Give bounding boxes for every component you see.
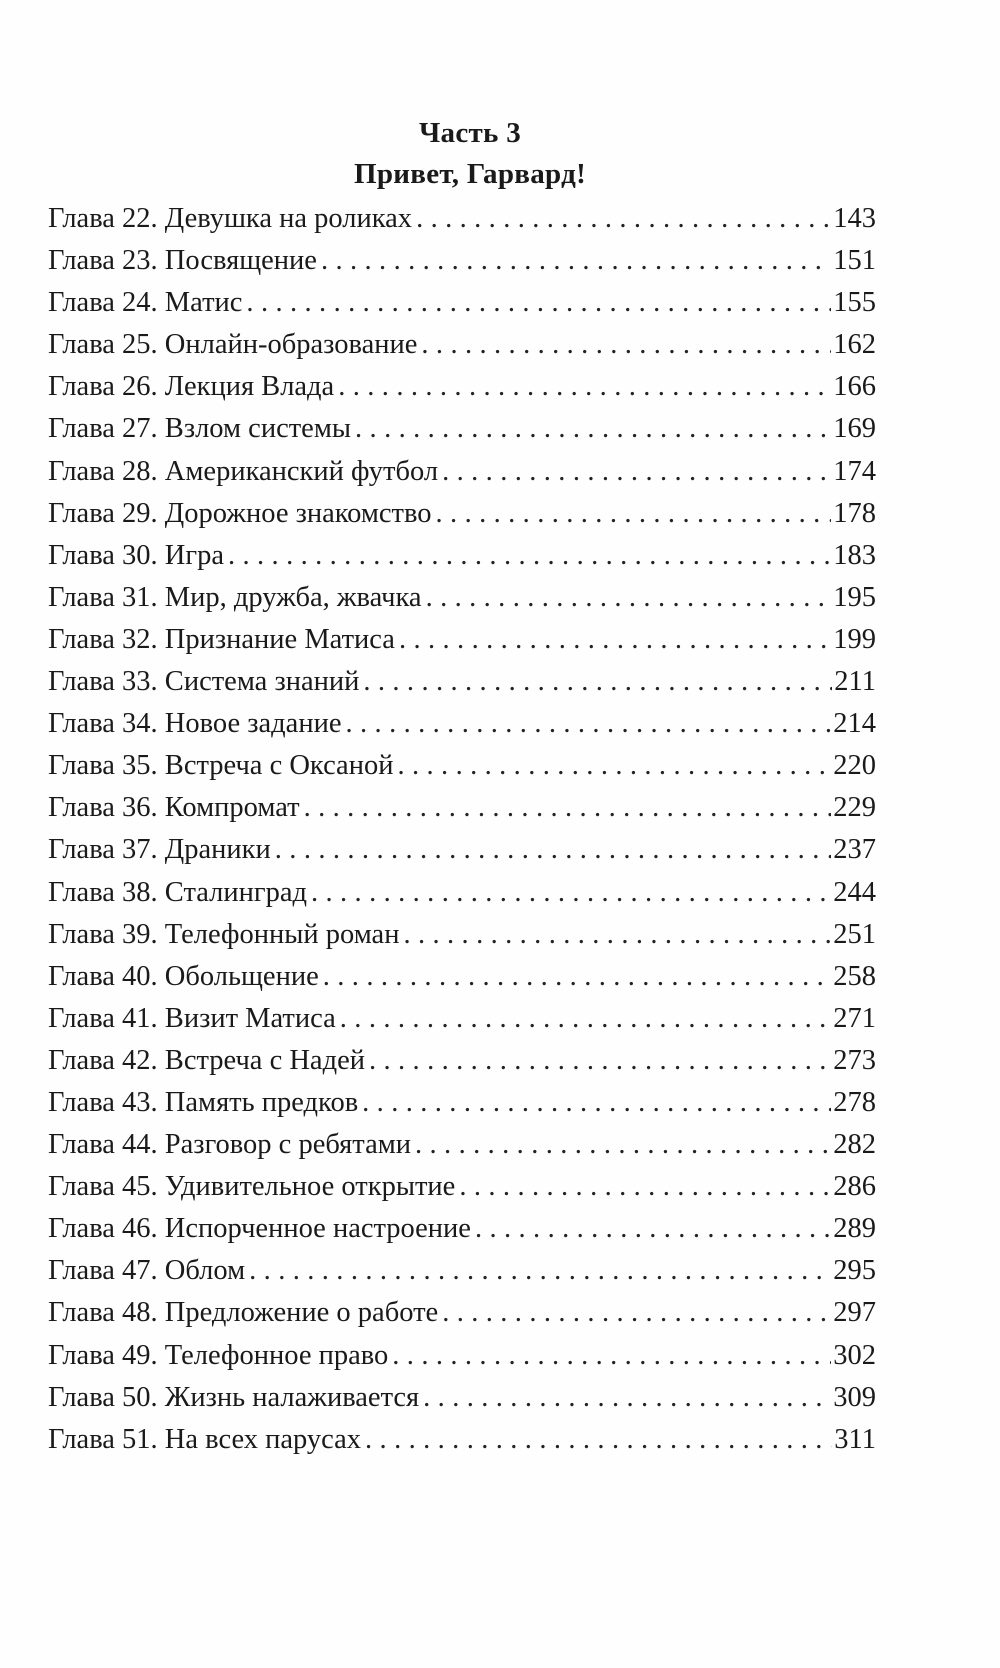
toc-entry [48,198,876,240]
table-of-contents [48,198,876,1461]
toc-entry-label: Глава 33. Система знаний [48,666,360,698]
toc-entry-page-number: 297 [833,1297,876,1329]
dot-leader [346,703,832,745]
toc-entry-label: Глава 37. Драники [48,834,271,866]
dot-leader [355,408,831,450]
dot-leader [363,661,832,703]
toc-entry-page-number: 155 [833,287,876,319]
toc-entry-page-number: 199 [833,623,876,655]
toc-entry [48,1208,876,1250]
toc-entry-label: Глава 29. Дорожное знакомство [48,497,432,529]
toc-entry-page-number: 162 [833,329,876,361]
toc-entry-label: Глава 26. Лекция Влада [48,371,335,403]
toc-entry-page-number: 151 [833,245,876,277]
dot-leader [475,1208,831,1250]
part-number: Часть 3 [418,117,522,149]
toc-entry-page-number: 143 [833,203,876,234]
toc-entry [48,1292,876,1334]
toc-entry [48,1124,876,1166]
toc-entry [48,1166,876,1208]
toc-entry-label: Глава 34. Новое задание [48,708,342,740]
dot-leader [403,914,831,956]
toc-entry [48,619,876,661]
toc-entry [48,956,876,998]
dot-leader [421,324,831,366]
toc-entry-page-number: 258 [833,960,876,992]
toc-entry-page-number: 214 [833,708,876,740]
toc-entry-label: Глава 51. На всех парусах [48,1423,362,1455]
dot-leader [311,872,831,914]
toc-entry-label: Глава 36. Компромат [48,792,300,824]
toc-entry-page-number: 220 [833,750,876,782]
dot-leader [442,451,831,493]
toc-entry-label: Глава 32. Признание Матиса [48,623,395,655]
dot-leader [423,1377,831,1419]
toc-entry-label: Глава 28. Американский футбол [48,455,439,487]
toc-entry [48,324,876,366]
toc-entry-label: Глава 38. Сталинград [48,876,307,908]
toc-entry-page-number: 273 [833,1044,876,1076]
dot-leader [426,577,832,619]
toc-entry-page-number: 211 [834,666,876,698]
dot-leader [246,282,831,324]
dot-leader [338,366,831,408]
toc-entry-label: Глава 46. Испорченное настроение [48,1213,471,1245]
toc-entry [48,1377,876,1419]
toc-entry-page-number: 251 [833,918,876,950]
toc-entry-label: Глава 24. Матис [48,287,243,319]
toc-entry [48,1250,876,1292]
toc-entry-page-number: 229 [833,792,876,824]
toc-entry [48,829,876,871]
dot-leader [362,1082,831,1124]
toc-entry-page-number: 183 [833,539,876,571]
toc-entry-label: Глава 48. Предложение о работе [48,1297,439,1329]
toc-entry [48,1082,876,1124]
dot-leader [323,956,832,998]
toc-entry-label: Глава 47. Облом [48,1255,246,1287]
toc-entry-label: Глава 43. Память предков [48,1086,359,1118]
toc-entry-label: Глава 49. Телефонное право [48,1339,389,1371]
dot-leader [459,1166,831,1208]
toc-entry-page-number: 311 [834,1423,876,1455]
toc-entry-page-number: 286 [833,1171,876,1203]
toc-entry-label: Глава 39. Телефонный роман [48,918,400,950]
toc-entry-label: Глава 40. Обольщение [48,960,319,992]
toc-entry-page-number: 237 [833,834,876,866]
toc-entry [48,282,876,324]
toc-entry [48,1040,876,1082]
toc-entry [48,408,876,450]
toc-entry [48,451,876,493]
dot-leader [275,829,831,871]
dot-leader [304,787,832,829]
toc-entry-label: Глава 30. Игра [48,539,224,571]
toc-entry-page-number: 178 [833,497,876,529]
toc-entry [48,493,876,535]
toc-entry [48,914,876,956]
dot-leader [416,198,831,240]
toc-entry-label: Глава 44. Разговор с ребятами [48,1129,411,1161]
dot-leader [397,745,831,787]
toc-entry-page-number: 195 [833,581,876,613]
dot-leader [228,535,831,577]
dot-leader [442,1292,831,1334]
toc-entry-page-number: 174 [833,455,876,487]
toc-entry [48,577,876,619]
dot-leader [399,619,831,661]
toc-entry-label: Глава 41. Визит Матиса [48,1002,336,1034]
toc-entry-page-number: 309 [833,1381,876,1413]
toc-entry-label: Глава 23. Посвящение [48,245,317,277]
toc-entry [48,661,876,703]
dot-leader [365,1419,832,1461]
toc-entry [48,1419,876,1461]
toc-entry [48,745,876,787]
toc-entry-page-number: 302 [833,1339,876,1371]
toc-entry-label: Глава 35. Встреча с Оксаной [48,750,394,782]
dot-leader [321,240,831,282]
toc-entry-label: Глава 45. Удивительное открытие [48,1171,456,1203]
dot-leader [369,1040,831,1082]
toc-entry-page-number: 271 [833,1002,876,1034]
toc-entry-page-number: 289 [833,1213,876,1245]
toc-entry [48,366,876,408]
dot-leader [415,1124,831,1166]
toc-entry-label: Глава 25. Онлайн-образование [48,329,418,361]
dot-leader [392,1335,831,1377]
toc-entry-label: Глава 27. Взлом системы [48,413,352,445]
toc-entry-page-number: 278 [833,1086,876,1118]
toc-entry-label: Глава 50. Жизнь налаживается [48,1381,420,1413]
toc-entry-page-number: 295 [833,1255,876,1287]
toc-entry [48,787,876,829]
toc-entry [48,998,876,1040]
toc-entry-page-number: 169 [833,413,876,445]
toc-entry [48,1335,876,1377]
toc-entry-page-number: 166 [833,371,876,403]
part-title: Привет, Гарвард! [353,158,587,190]
dot-leader [340,998,831,1040]
dot-leader [436,493,832,535]
toc-entry [48,535,876,577]
toc-entry-label: Глава 22. Девушка на роликах [48,203,413,234]
toc-entry-page-number: 282 [833,1129,876,1161]
dot-leader [249,1250,831,1292]
toc-entry-label: Глава 42. Встреча с Надей [48,1044,365,1076]
toc-entry-label: Глава 31. Мир, дружба, жвачка [48,581,422,613]
toc-entry [48,240,876,282]
toc-entry [48,872,876,914]
toc-entry-page-number: 244 [833,876,876,908]
toc-entry [48,703,876,745]
